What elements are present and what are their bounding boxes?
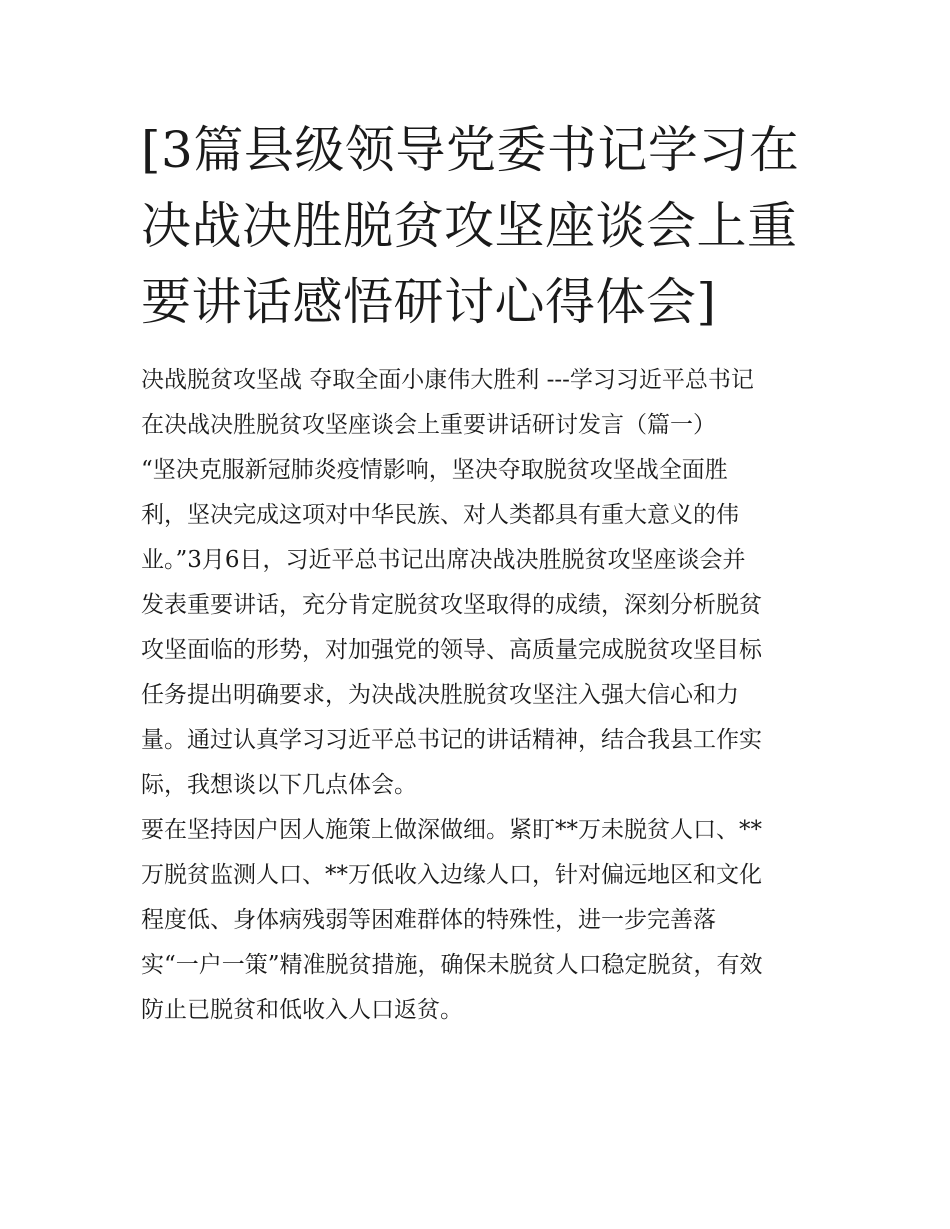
document-body (141, 358, 831, 1033)
body-line: 要在坚持因户因人施策上做深做细。紧盯**万未脱贫人口、** (141, 817, 762, 843)
title-line: 决战决胜脱贫攻坚座谈会上重 (141, 197, 798, 255)
body-line: 发表重要讲话，充分肯定脱贫攻坚取得的成绩，深刻分析脱贫 (141, 592, 762, 618)
subtitle-line: 决战脱贫攻坚战 夺取全面小康伟大胜利 ---学习习近平总书记 (141, 367, 754, 393)
body-line: 任务提出明确要求，为决战决胜脱贫攻坚注入强大信心和力 (141, 682, 739, 708)
body-line: 业。”3月6日，习近平总书记出席决战决胜脱贫攻坚座谈会并 (141, 547, 746, 573)
title-line: 要讲话感悟研讨心得体会] (141, 273, 717, 331)
body-line: “坚决克服新冠肺炎疫情影响，坚决夺取脱贫攻坚战全面胜 (141, 457, 728, 483)
body-line: 程度低、身体病残弱等困难群体的特殊性，进一步完善落 (141, 907, 716, 933)
body-line: 防止已脱贫和低收入人口返贫。 (141, 997, 463, 1023)
body-line: 万脱贫监测人口、**万低收入边缘人口，针对偏远地区和文化 (141, 862, 762, 888)
body-line: 攻坚面临的形势，对加强党的领导、高质量完成脱贫攻坚目标 (141, 637, 762, 663)
body-line: 实“一户一策”精准脱贫措施，确保未脱贫人口稳定脱贫，有效 (141, 952, 763, 978)
body-line: 量。通过认真学习习近平总书记的讲话精神，结合我县工作实 (141, 727, 762, 753)
body-line: 利，坚决完成这项对中华民族、对人类都具有重大意义的伟 (141, 502, 739, 528)
title-line: [3篇县级领导党委书记学习在 (141, 121, 800, 179)
body-line: 际，我想谈以下几点体会。 (141, 772, 417, 798)
document-title (141, 112, 821, 340)
subtitle-line: 在决战决胜脱贫攻坚座谈会上重要讲话研讨发言（篇一） (141, 412, 716, 438)
